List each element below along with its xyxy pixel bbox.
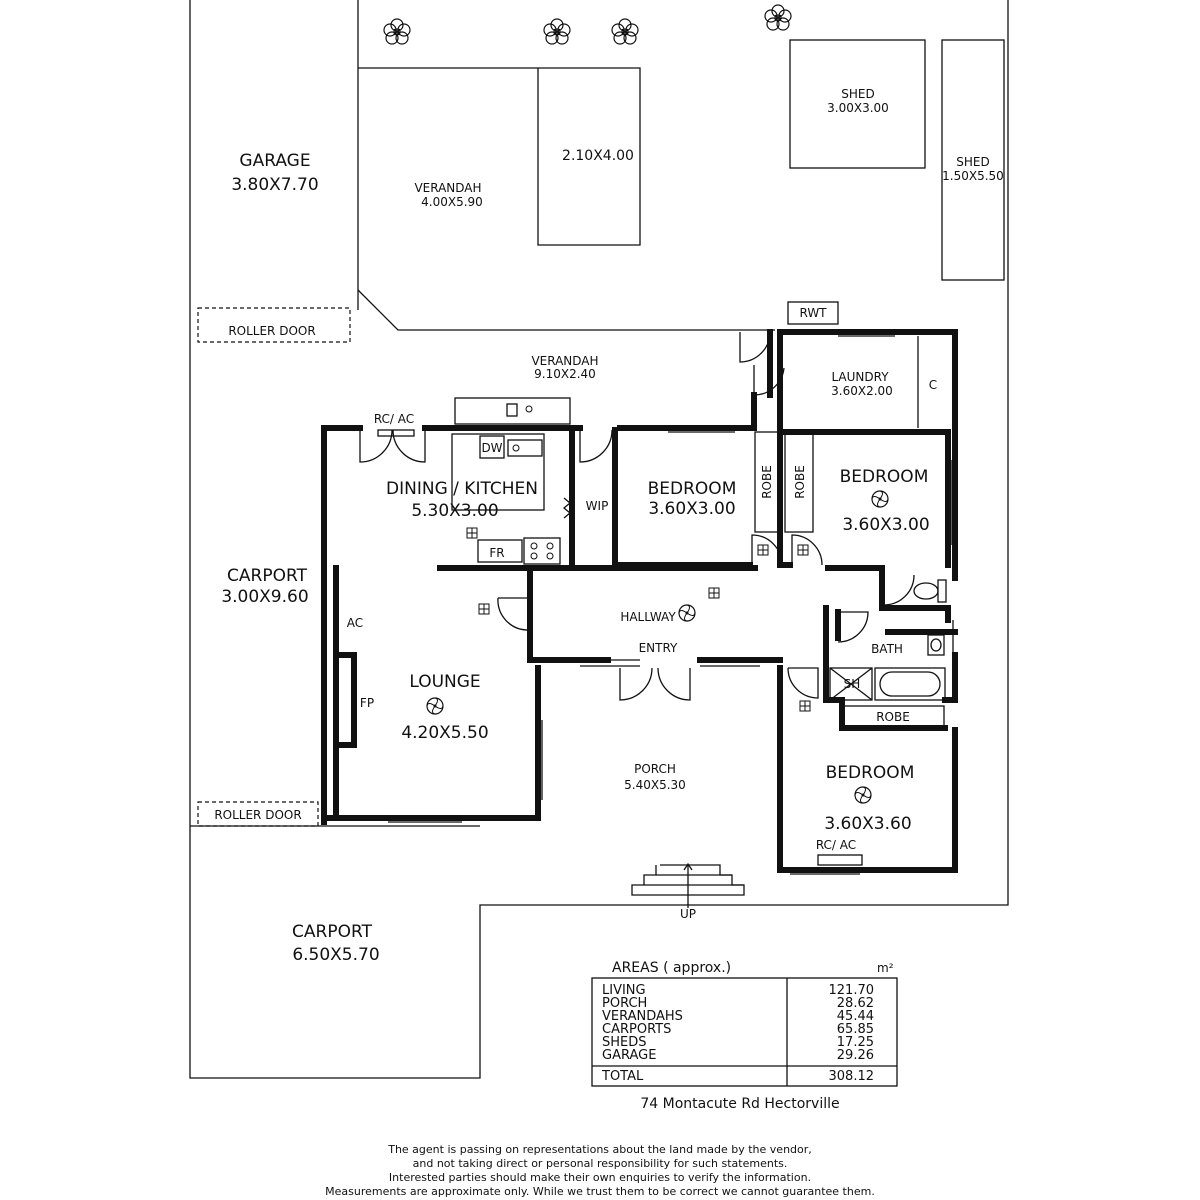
tree-icon xyxy=(544,19,570,44)
bedroom-3-size: 3.60X3.60 xyxy=(824,814,912,834)
carport-side-name: CARPORT xyxy=(227,566,307,586)
areas-row-value: 29.26 xyxy=(836,1048,874,1063)
verandah-main-size: 9.10X2.40 xyxy=(534,367,596,381)
roller-door-top-label: ROLLER DOOR xyxy=(228,324,316,338)
rear-verandah-name: VERANDAH xyxy=(414,181,482,195)
disclaimer-line: and not taking direct or personal responsibility for such statements. xyxy=(412,1157,788,1170)
ceiling-fan-icon xyxy=(427,698,443,714)
laundry-name: LAUNDRY xyxy=(831,370,889,384)
dining-kitchen-name: DINING / KITCHEN xyxy=(386,479,538,499)
fridge-label: FR xyxy=(489,546,505,560)
ceiling-fan-icon xyxy=(679,605,695,621)
steps-icon xyxy=(632,864,744,908)
roller-door-bottom-label: ROLLER DOOR xyxy=(214,808,302,822)
disclaimer-line: Interested parties should make their own enquiries to verify the information. xyxy=(388,1171,812,1184)
dining-kitchen-size: 5.30X3.00 xyxy=(411,501,499,521)
garage-name: GARAGE xyxy=(239,151,311,171)
rc-ac-bottom-label: RC/ AC xyxy=(815,838,857,852)
rear-verandah-size: 4.00X5.90 xyxy=(421,195,483,209)
light-fixture-icon xyxy=(467,528,477,538)
garage-outline xyxy=(198,0,358,342)
light-fixture-icon xyxy=(479,604,489,614)
entry-label: ENTRY xyxy=(638,641,678,655)
porch-size: 5.40X5.30 xyxy=(624,778,686,792)
wip-label: WIP xyxy=(585,499,609,513)
toilet-icon xyxy=(914,580,946,602)
areas-row-value: 17.25 xyxy=(836,1035,874,1050)
light-fixture-icon xyxy=(800,701,810,711)
shed-large-name: SHED xyxy=(841,87,875,101)
garage-size: 3.80X7.70 xyxy=(231,175,319,195)
light-fixture-icon xyxy=(758,545,768,555)
rc-ac-top-label: RC/ AC xyxy=(373,412,415,426)
areas-row-value: 121.70 xyxy=(828,983,874,998)
areas-row-value: 65.85 xyxy=(836,1022,874,1037)
ac-label: AC xyxy=(346,616,364,630)
areas-title: AREAS ( approx.) xyxy=(612,960,732,976)
bedroom-1-size: 3.60X3.00 xyxy=(648,499,736,519)
tree-icon xyxy=(384,19,410,44)
areas-row-label: SHEDS xyxy=(602,1035,647,1050)
hallway-label: HALLWAY xyxy=(620,610,676,624)
areas-row-value: 28.62 xyxy=(836,996,874,1011)
areas-total-label: TOTAL xyxy=(602,1069,644,1084)
areas-row-label: GARAGE xyxy=(602,1048,657,1063)
shed-large-size: 3.00X3.00 xyxy=(827,101,889,115)
lounge-size: 4.20X5.50 xyxy=(401,723,489,743)
disclaimer-line: The agent is passing on representations about the land made by the vendor, xyxy=(388,1143,812,1156)
carport-side-size: 3.00X9.60 xyxy=(221,587,309,607)
verandah-main-name: VERANDAH xyxy=(531,354,599,368)
shed-small-name: SHED xyxy=(956,155,990,169)
areas-row-label: PORCH xyxy=(602,996,648,1011)
porch-name: PORCH xyxy=(634,762,676,776)
shower-label: SH xyxy=(843,677,861,691)
areas-unit: m² xyxy=(877,961,894,975)
carport-front-size: 6.50X5.70 xyxy=(292,945,380,965)
disclaimer xyxy=(325,1143,875,1198)
tree-icon xyxy=(612,19,638,44)
light-fixture-icon xyxy=(798,545,808,555)
ceiling-fan-icon xyxy=(872,491,888,507)
areas-total-value: 308.12 xyxy=(828,1069,874,1084)
robe-1-label: ROBE xyxy=(760,465,774,499)
ceiling-fan-icon xyxy=(855,787,871,803)
dishwasher-label: DW xyxy=(481,441,503,455)
windows xyxy=(388,330,953,874)
rwt-label: RWT xyxy=(799,306,827,320)
robe-2-label: ROBE xyxy=(793,465,807,499)
property-address: 74 Montacute Rd Hectorville xyxy=(640,1096,840,1112)
sink-icon xyxy=(928,635,944,655)
areas-row-label: CARPORTS xyxy=(602,1022,672,1037)
shed-small-size: 1.50X5.50 xyxy=(942,169,1004,183)
areas-row-value: 45.44 xyxy=(836,1009,874,1024)
laundry-size: 3.60X2.00 xyxy=(831,384,893,398)
rear-structure-size: 2.10X4.00 xyxy=(562,148,634,164)
carport-front-name: CARPORT xyxy=(292,922,372,942)
up-label: UP xyxy=(679,907,697,921)
fireplace-label: FP xyxy=(359,696,375,710)
bedroom-2-size: 3.60X3.00 xyxy=(842,515,930,535)
bedroom-2-name: BEDROOM xyxy=(839,467,929,487)
disclaimer-line: Measurements are approximate only. While we trust them to be correct we cannot guarantee them. xyxy=(325,1185,875,1198)
areas-row-label: LIVING xyxy=(602,983,646,998)
bath-label: BATH xyxy=(871,642,903,656)
lounge-name: LOUNGE xyxy=(409,672,481,692)
bedroom-3-name: BEDROOM xyxy=(825,763,915,783)
robe-3-label: ROBE xyxy=(876,710,910,724)
tree-icon xyxy=(765,5,791,30)
areas-table xyxy=(592,960,897,1086)
areas-row-label: VERANDAHS xyxy=(602,1009,683,1024)
bath-icon xyxy=(875,668,945,700)
light-fixture-icon xyxy=(709,588,719,598)
laundry-cupboard-label: C xyxy=(928,378,938,392)
bedroom-1-name: BEDROOM xyxy=(647,479,737,499)
